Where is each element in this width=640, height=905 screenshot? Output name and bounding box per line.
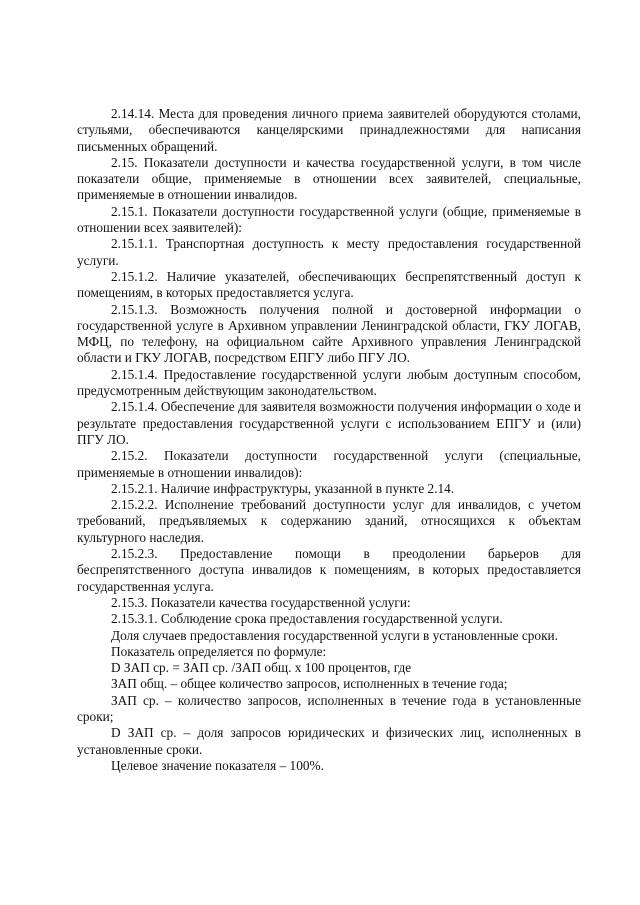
paragraph-share-in-time: Доля случаев предоставления государственной услуги в установленные сроки. (111, 627, 558, 643)
paragraph-zap-on-time: ЗАП ср. – количество запросов, исполненных в течение года в установленные сроки; (77, 692, 581, 724)
paragraph-2-15-3: 2.15.3. Показатели качества государственной услуги: (111, 594, 411, 610)
paragraph-2-15-2-2: 2.15.2.2. Исполнение требований доступности услуг для инвалидов, с учетом требований, предъявляемых к содержанию зданий, относящихся к объектам культурного наследия. (77, 497, 581, 545)
paragraph-target-value: Целевое значение показателя – 100%. (111, 757, 324, 773)
paragraph-2-15-2: 2.15.2. Показатели доступности государственной услуги (специальные, применяемые в отношении инвалидов): (77, 448, 581, 480)
paragraph-2-15: 2.15. Показатели доступности и качества государственной услуги, в том числе показатели общие, применяемые в отношении всех заявителей, специальные, применяемые в отношении инвалидов. (77, 154, 581, 203)
paragraph-d-zap: D ЗАП ср. – доля запросов юридических и физических лиц, исполненных в установленные сроки. (77, 725, 581, 757)
paragraph-2-15-3-1: 2.15.3.1. Соблюдение срока предоставления государственной услуги. (111, 611, 503, 627)
paragraph-2-15-2-3: 2.15.2.3. Предоставление помощи в преодолении барьеров для беспрепятственного доступа инвалидов к помещениям, в которых предоставляется государственная услуга. (77, 546, 581, 594)
paragraph-2-15-1-4-b: 2.15.1.4. Обеспечение для заявителя возможности получения информации о ходе и результате предоставления государственной услуги с использованием ЕПГУ и (или) ПГУ ЛО. (77, 399, 581, 447)
paragraph-2-15-1-2: 2.15.1.2. Наличие указателей, обеспечивающих беспрепятственный доступ к помещениям, в которых предоставляется услуга. (77, 268, 581, 301)
document-page (77, 106, 581, 774)
paragraph-zap-total: ЗАП общ. – общее количество запросов, исполненных в течение года; (111, 676, 508, 692)
paragraph-2-15-1: 2.15.1. Показатели доступности государственной услуги (общие, применяемые в отношении всех заявителей): (77, 203, 581, 236)
paragraph-2-15-2-1: 2.15.2.1. Наличие инфраструктуры, указанной в пункте 2.14. (111, 480, 455, 496)
paragraph-formula: D ЗАП ср. = ЗАП ср. /ЗАП общ. х 100 процентов, где (111, 660, 412, 676)
paragraph-2-15-1-1: 2.15.1.1. Транспортная доступность к месту предоставления государственной услуги. (77, 236, 581, 268)
paragraph-2-15-1-4-a: 2.15.1.4. Предоставление государственной услуги любым доступным способом, предусмотренным действующим законодательством. (77, 366, 581, 399)
paragraph-2-15-1-3: 2.15.1.3. Возможность получения полной и достоверной информации о государственной услуге в Архивном управлении Ленинградской области, ГКУ ЛОГАВ, МФЦ, по телефону, на официальном сайте Архивного управления Ленинградской области и ГКУ ЛОГАВ, посредством ЕПГУ либо ПГУ ЛО. (77, 301, 581, 366)
paragraph-formula-intro: Показатель определяется по формуле: (111, 643, 327, 659)
paragraph-2-14-14: 2.14.14. Места для проведения личного приема заявителей оборудуются столами, стульями, обеспечиваются канцелярскими принадлежностями для написания письменных обращений. (77, 106, 581, 154)
